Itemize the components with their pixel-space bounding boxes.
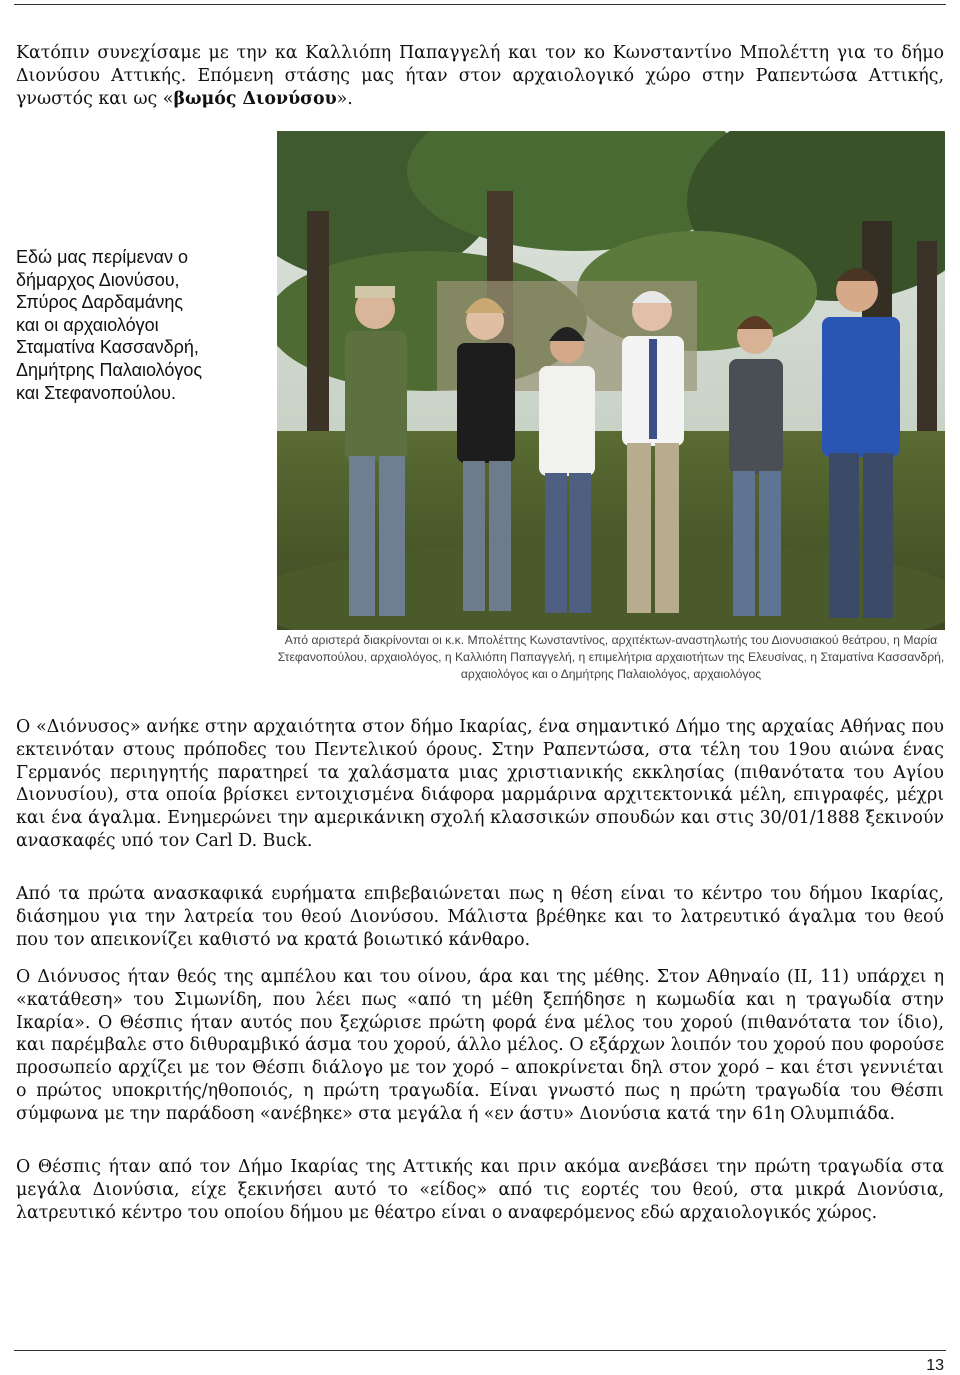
group-photo	[277, 131, 945, 630]
page-number: 13	[926, 1357, 944, 1374]
photo-caption: Από αριστερά διακρίνονται οι κ.κ. Μπολέττης Κωνσταντίνος, αρχιτέκτων-αναστηλωτής του Διονυσιακού θεάτρου, η Μαρία Στεφανοπούλου, αρχαιολόγος, η Καλλιόπη Παπαγγελή, η επιμελήτρια αρχαιοτήτων της Ελευσίνας, η Σταματίνα Κασσανδρή, αρχαιολόγος και ο Δημήτρης Παλαιολόγος, αρχαιολόγος	[277, 633, 945, 681]
side-line: Δημήτρης Παλαιολόγος	[16, 359, 203, 380]
bottom-rule	[14, 1350, 946, 1351]
body-paragraph: Ο Διόνυσος ήταν θεός της αμπέλου και του οίνου, άρα και της μέθης. Στον Αθηναίο (ΙΙ, 11) υπάρχει η «κατάθεση» του Σιμωνίδη, που λέει πως «από τη μέθη ξεπήδησε η κωμωδία και η τραγωδία στην Ικαρία». Ο Θέσπις ήταν αυτός που ξεχώρισε πρώτη φορά ένα μέλος του χορού (πιθανότατα τον ίδιο), και παρέμβαλε στο διθυραμβικό άσμα του χορού, άλλο μέλος. Ο εξάρχων λοιπόν του χορού που φορούσε προσωπείο αρχίζει με τον Θέσπι διάλογο με τον χορό – αποκρίνεται δηλ στον χορό – και έτσι γεννιέται ο πρώτος υποκριτής/ηθοποιός, η πρώτη τραγωδία. Είναι γνωστό πως η πρώτη τραγωδία του Θέσπι σύμφωνα με την παράδοση «ανέβηκε» στα μεγάλα ή «εν άστυ» Διονύσια κατά την 61η Ολυμπιάδα.	[16, 967, 944, 1124]
body-paragraph: Ο Θέσπις ήταν από τον Δήμο Ικαρίας της Αττικής και πριν ακόμα ανεβάσει την πρώτη τραγωδία στα μεγάλα Διονύσια, είχε ξεκινήσει αυτό το «είδος» από τις εορτές του θεού, στα μικρά Διονύσια, λατρευτικό κέντρο του οποίου δήμου με θέατρο είναι ο αναφερόμενος εδώ αρχαιολογικός χώρος.	[16, 1157, 944, 1223]
intro-paragraph	[16, 42, 944, 110]
intro-text: Κατόπιν συνεχίσαμε με την κα Καλλιόπη Παπαγγελή και τον κο Κωνσταντίνο Μπολέττη για το δήμο Διονύσου Αττικής. Επόμενη στάσης μας ήταν στον αρχαιολογικό χώρο στην Ραπεντώσα Αττικής, γνωστός και ως «	[16, 43, 944, 109]
side-line: Σταματίνα Κασσανδρή,	[16, 337, 199, 358]
intro-text-end: ».	[336, 88, 353, 109]
side-line: δήμαρχος Διονύσου,	[16, 269, 180, 290]
top-rule	[14, 4, 946, 5]
group-photo-illustration	[277, 131, 945, 630]
side-line: και Στεφανοπούλου.	[16, 382, 177, 403]
side-line: Σπύρος Δαρδαμάνης	[16, 292, 184, 313]
body-paragraph: Ο «Διόνυσος» ανήκε στην αρχαιότητα στον δήμο Ικαρίας, ένα σημαντικό Δήμο της αρχαίας Αθήνας που εκτεινόταν στους πρόποδες του Πεντελικού όρους. Στην Ραπεντώσα, στα τέλη του 19ου αιώνα ένας Γερμανός περιηγητής παρατηρεί τα χαλάσματα μιας χριστιανικής εκκλησίας (πιθανότατα του Αγίου Διονυσίου), στα οποία βρίσκει εντοιχισμένα διάφορα μαρμάρινα αρχιτεκτονικά μέλη, επιγραφές, μέχρι και ένα άγαλμα. Ενημερώνει την αμερικάνικη σχολή κλασσικών σπουδών και στις 30/01/1888 ξεκινούν ανασκαφές υπό τον Carl D. Buck.	[16, 717, 944, 851]
body-paragraph: Από τα πρώτα ανασκαφικά ευρήματα επιβεβαιώνεται πως η θέση είναι το κέντρο του δήμου Ικαρίας, διάσημου για την λατρεία του θεού Διονύσου. Μάλιστα βρέθηκε και το λατρευτικό άγαλμα του θεού που τον απεικονίζει καθιστό να κρατά βοιωτικό κάνθαρο.	[16, 884, 944, 950]
intro-bold-text: βωμός Διονύσου	[173, 88, 337, 109]
side-line: Εδώ μας περίμεναν ο	[16, 247, 189, 267]
side-text	[16, 246, 266, 404]
side-line: και οι αρχαιολόγοι	[16, 314, 159, 335]
